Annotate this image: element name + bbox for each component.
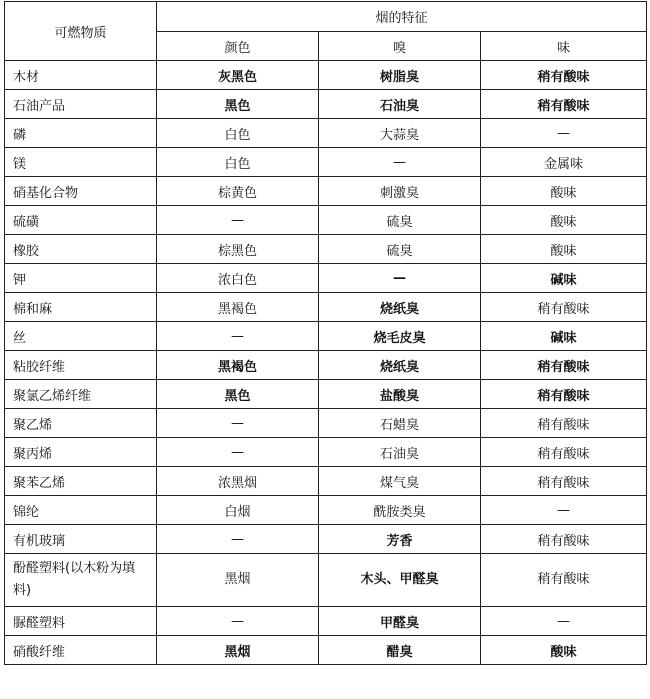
table-row xyxy=(5,467,647,496)
table-row xyxy=(5,322,647,351)
smoke-characteristics-table xyxy=(4,1,647,665)
cell-taste: 稍有酸味 xyxy=(481,61,647,90)
cell-color: 黑褐色 xyxy=(157,293,319,322)
cell-smell: — xyxy=(319,148,481,177)
cell-taste: 酸味 xyxy=(481,206,647,235)
cell-smell: 石油臭 xyxy=(319,438,481,467)
cell-taste: 酸味 xyxy=(481,636,647,665)
cell-smell: 石油臭 xyxy=(319,90,481,119)
cell-taste: 稍有酸味 xyxy=(481,380,647,409)
cell-material: 聚苯乙烯 xyxy=(5,467,157,496)
cell-taste: — xyxy=(481,119,647,148)
cell-smell: 酰胺类臭 xyxy=(319,496,481,525)
table-row xyxy=(5,206,647,235)
table-row xyxy=(5,438,647,467)
cell-material: 磷 xyxy=(5,119,157,148)
cell-color: 浓黑烟 xyxy=(157,467,319,496)
table-row xyxy=(5,148,647,177)
cell-smell: 硫臭 xyxy=(319,235,481,264)
cell-color: 黑褐色 xyxy=(157,351,319,380)
cell-material: 硝基化合物 xyxy=(5,177,157,206)
cell-color: 棕黄色 xyxy=(157,177,319,206)
table-row xyxy=(5,380,647,409)
cell-color: 黑色 xyxy=(157,90,319,119)
cell-material: 聚乙烯 xyxy=(5,409,157,438)
cell-taste: 稍有酸味 xyxy=(481,554,647,607)
cell-taste: 稍有酸味 xyxy=(481,525,647,554)
cell-color: — xyxy=(157,438,319,467)
table-body xyxy=(5,61,647,665)
table-row xyxy=(5,496,647,525)
table-row xyxy=(5,235,647,264)
cell-color: — xyxy=(157,607,319,636)
cell-color: — xyxy=(157,322,319,351)
cell-smell: 烧毛皮臭 xyxy=(319,322,481,351)
cell-smell: — xyxy=(319,264,481,293)
table-row xyxy=(5,61,647,90)
cell-smell: 盐酸臭 xyxy=(319,380,481,409)
cell-color: — xyxy=(157,525,319,554)
cell-taste: 稍有酸味 xyxy=(481,438,647,467)
cell-smell: 树脂臭 xyxy=(319,61,481,90)
cell-taste: 金属味 xyxy=(481,148,647,177)
cell-material: 硫磺 xyxy=(5,206,157,235)
cell-material: 木材 xyxy=(5,61,157,90)
cell-smell: 刺激臭 xyxy=(319,177,481,206)
cell-material: 聚丙烯 xyxy=(5,438,157,467)
table-row xyxy=(5,607,647,636)
cell-material: 石油产品 xyxy=(5,90,157,119)
cell-material: 橡胶 xyxy=(5,235,157,264)
cell-smell: 芳香 xyxy=(319,525,481,554)
table-row xyxy=(5,293,647,322)
cell-color: 浓白色 xyxy=(157,264,319,293)
header-color: 颜色 xyxy=(157,32,319,61)
table-row xyxy=(5,636,647,665)
table-row xyxy=(5,525,647,554)
cell-taste: — xyxy=(481,496,647,525)
table-row xyxy=(5,177,647,206)
table-row xyxy=(5,90,647,119)
cell-smell: 石蜡臭 xyxy=(319,409,481,438)
cell-smell: 木头、甲醛臭 xyxy=(319,554,481,607)
cell-color: — xyxy=(157,206,319,235)
cell-taste: 稍有酸味 xyxy=(481,467,647,496)
cell-smell: 大蒜臭 xyxy=(319,119,481,148)
cell-color: 灰黑色 xyxy=(157,61,319,90)
cell-material: 丝 xyxy=(5,322,157,351)
cell-taste: 稍有酸味 xyxy=(481,409,647,438)
cell-color: 白烟 xyxy=(157,496,319,525)
table-row xyxy=(5,119,647,148)
cell-material: 钾 xyxy=(5,264,157,293)
cell-smell: 甲醛臭 xyxy=(319,607,481,636)
table-row xyxy=(5,554,647,607)
cell-smell: 硫臭 xyxy=(319,206,481,235)
cell-color: 棕黑色 xyxy=(157,235,319,264)
cell-material: 脲醛塑料 xyxy=(5,607,157,636)
cell-material: 棉和麻 xyxy=(5,293,157,322)
cell-smell: 煤气臭 xyxy=(319,467,481,496)
cell-smell: 烧纸臭 xyxy=(319,351,481,380)
cell-taste: 稍有酸味 xyxy=(481,90,647,119)
cell-material: 锦纶 xyxy=(5,496,157,525)
cell-color: 白色 xyxy=(157,148,319,177)
header-smoke-characteristics: 烟的特征 xyxy=(157,2,647,32)
header-material: 可燃物质 xyxy=(5,2,157,61)
cell-taste: 碱味 xyxy=(481,264,647,293)
cell-material: 粘胶纤维 xyxy=(5,351,157,380)
table-row xyxy=(5,264,647,293)
cell-taste: 稍有酸味 xyxy=(481,351,647,380)
header-taste: 味 xyxy=(481,32,647,61)
cell-color: 黑烟 xyxy=(157,636,319,665)
cell-color: 黑色 xyxy=(157,380,319,409)
cell-taste: 碱味 xyxy=(481,322,647,351)
cell-color: 黑烟 xyxy=(157,554,319,607)
cell-taste: 酸味 xyxy=(481,235,647,264)
table-row xyxy=(5,351,647,380)
cell-taste: 稍有酸味 xyxy=(481,293,647,322)
cell-material: 镁 xyxy=(5,148,157,177)
cell-taste: 酸味 xyxy=(481,177,647,206)
cell-material: 聚氯乙烯纤维 xyxy=(5,380,157,409)
cell-material: 有机玻璃 xyxy=(5,525,157,554)
header-smell: 嗅 xyxy=(319,32,481,61)
cell-color: — xyxy=(157,409,319,438)
cell-smell: 醋臭 xyxy=(319,636,481,665)
table-row xyxy=(5,409,647,438)
cell-material: 酚醛塑料(以木粉为填料) xyxy=(5,554,157,607)
cell-smell: 烧纸臭 xyxy=(319,293,481,322)
cell-color: 白色 xyxy=(157,119,319,148)
cell-material: 硝酸纤维 xyxy=(5,636,157,665)
cell-taste: — xyxy=(481,607,647,636)
